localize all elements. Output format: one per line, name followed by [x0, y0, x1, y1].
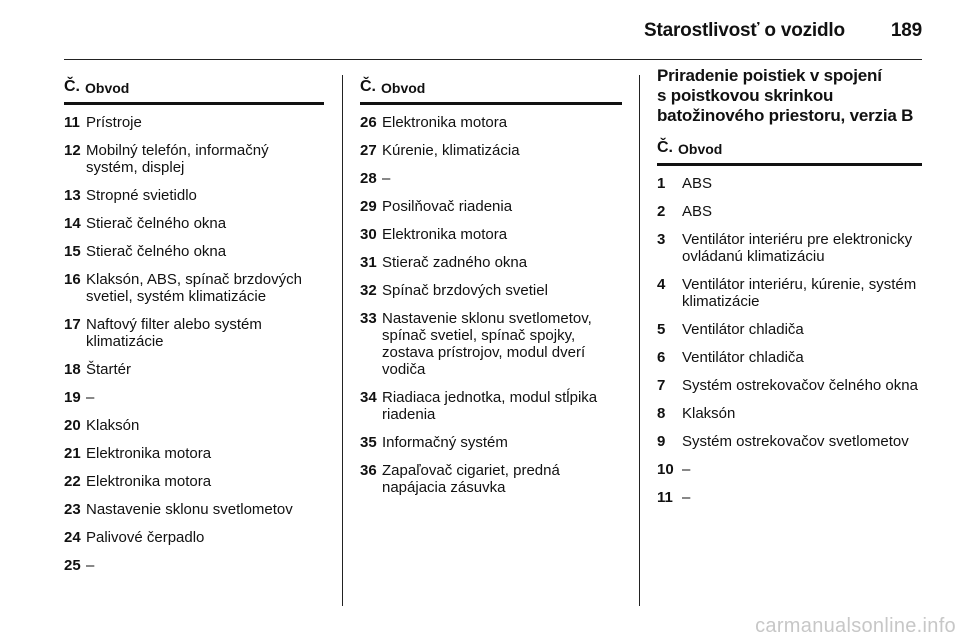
- fuse-row: [657, 276, 922, 310]
- table-header: [657, 139, 922, 166]
- circuit-column-header: Obvod: [381, 80, 426, 96]
- fuse-number: 36: [360, 462, 377, 479]
- fuse-row: [657, 231, 922, 265]
- fuse-row: [64, 215, 324, 232]
- fuse-circuit: Ventilátor chladiča: [682, 321, 804, 338]
- fuse-number: 22: [64, 473, 81, 490]
- fuse-circuit: Klaksón: [86, 417, 140, 434]
- fuse-circuit: Spínač brzdových svetiel: [382, 282, 548, 299]
- fuse-circuit: Klaksón, ABS, spínač brzdových svetiel, systém klimatizácie: [86, 271, 302, 305]
- fuse-number: 4: [657, 276, 666, 293]
- fuse-number: 35: [360, 434, 377, 451]
- fuse-circuit: –: [86, 557, 95, 574]
- fuse-circuit: Palivové čerpadlo: [86, 529, 205, 546]
- fuse-row: [657, 377, 922, 394]
- header-rule: [64, 59, 922, 60]
- fuse-number: 21: [64, 445, 81, 462]
- fuse-circuit: ABS: [682, 175, 713, 192]
- fuse-circuit: Elektronika motora: [86, 473, 212, 490]
- circuit-column-header: Obvod: [678, 141, 723, 157]
- fuse-circuit: Ventilátor chladiča: [682, 349, 804, 366]
- fuse-circuit: Stierač čelného okna: [86, 243, 227, 260]
- fuse-circuit: Zapaľovač cigariet, predná napájacia zásuvka: [382, 462, 560, 496]
- fuse-number: 12: [64, 142, 81, 159]
- fuse-number: 17: [64, 316, 81, 333]
- fuse-circuit: ABS: [682, 203, 713, 220]
- fuse-circuit: Naftový filter alebo systém klimatizácie: [86, 316, 262, 350]
- fuse-row: [360, 389, 622, 423]
- fuse-row: [64, 243, 324, 260]
- fuse-row: [360, 254, 622, 271]
- fuse-list: [657, 175, 922, 506]
- fuse-circuit: –: [86, 389, 95, 406]
- fuse-number: 11: [657, 489, 673, 506]
- fuse-number: 18: [64, 361, 81, 378]
- fuse-row: [64, 142, 324, 176]
- fuse-number: 23: [64, 501, 81, 518]
- fuse-row: [657, 321, 922, 338]
- fuse-circuit: Štartér: [86, 361, 132, 378]
- fuse-row: [360, 170, 622, 187]
- fuse-row: [360, 226, 622, 243]
- column-divider: [639, 75, 640, 606]
- fuse-circuit: Ventilátor interiéru, kúrenie, systém klimatizácie: [682, 276, 917, 310]
- fuse-row: [360, 114, 622, 131]
- fuse-number: 10: [657, 461, 674, 478]
- fuse-number: 32: [360, 282, 377, 299]
- page-title: Starostlivosť o vozidlo: [644, 20, 845, 41]
- fuse-circuit: Systém ostrekovačov čelného okna: [682, 377, 918, 394]
- fuse-row: [360, 198, 622, 215]
- page-number: 189: [890, 20, 922, 41]
- fuse-circuit: Stierač zadného okna: [382, 254, 528, 271]
- fuse-row: [64, 501, 324, 518]
- number-column-header: Č.: [64, 78, 80, 95]
- fuse-number: 8: [657, 405, 666, 422]
- fuse-row: [360, 142, 622, 159]
- fuse-number: 6: [657, 349, 666, 366]
- fuse-row: [360, 434, 622, 451]
- fuse-list: [64, 114, 324, 574]
- fuse-number: 15: [64, 243, 81, 260]
- fuse-row: [64, 417, 324, 434]
- fuse-row: [657, 461, 922, 478]
- fuse-number: 33: [360, 310, 377, 327]
- fuse-circuit: –: [382, 170, 391, 187]
- fuse-row: [657, 489, 922, 506]
- table-header: [360, 78, 622, 105]
- fuse-circuit: Nastavenie sklonu svetlometov: [86, 501, 293, 518]
- fuse-circuit: Klaksón: [682, 405, 736, 422]
- fuse-row: [657, 433, 922, 450]
- circuit-column-header: Obvod: [85, 80, 130, 96]
- fuse-table-column-1: [64, 78, 324, 585]
- fuse-number: 19: [64, 389, 81, 406]
- fuse-circuit: –: [682, 461, 691, 478]
- fuse-row: [657, 349, 922, 366]
- fuse-circuit: Elektronika motora: [382, 226, 508, 243]
- fuse-row: [64, 316, 324, 350]
- fuse-circuit: Ventilátor interiéru pre elektronicky ovládanú klimatizáciu: [682, 231, 913, 265]
- section-title-line: Priradenie poistiek v spojení: [657, 66, 882, 85]
- fuse-row: [657, 203, 922, 220]
- fuse-number: 16: [64, 271, 81, 288]
- fuse-circuit: Stierač čelného okna: [86, 215, 227, 232]
- fuse-number: 13: [64, 187, 81, 204]
- fuse-number: 26: [360, 114, 377, 131]
- fuse-row: [657, 175, 922, 192]
- fuse-circuit: Kúrenie, klimatizácia: [382, 142, 520, 159]
- fuse-circuit: Stropné svietidlo: [86, 187, 197, 204]
- fuse-number: 2: [657, 203, 666, 220]
- fuse-table-column-3: [657, 66, 922, 517]
- fuse-row: [64, 271, 324, 305]
- fuse-row: [64, 529, 324, 546]
- fuse-number: 25: [64, 557, 81, 574]
- fuse-circuit: Informačný systém: [382, 434, 508, 451]
- fuse-list: [360, 114, 622, 496]
- fuse-number: 5: [657, 321, 666, 338]
- fuse-circuit: Posilňovač riadenia: [382, 198, 513, 215]
- fuse-row: [64, 557, 324, 574]
- fuse-number: 27: [360, 142, 377, 159]
- page-header: [644, 14, 922, 48]
- fuse-number: 24: [64, 529, 81, 546]
- fuse-number: 28: [360, 170, 377, 187]
- fuse-row: [360, 310, 622, 378]
- fuse-number: 30: [360, 226, 377, 243]
- column-divider: [342, 75, 343, 606]
- fuse-circuit: Prístroje: [86, 114, 142, 131]
- fuse-number: 9: [657, 433, 666, 450]
- fuse-row: [64, 361, 324, 378]
- fuse-number: 7: [657, 377, 666, 394]
- fuse-circuit: Elektronika motora: [86, 445, 212, 462]
- number-column-header: Č.: [360, 78, 376, 95]
- fuse-circuit: –: [682, 489, 691, 506]
- fuse-row: [657, 405, 922, 422]
- section-title-line: batožinového priestoru, verzia B: [657, 106, 914, 125]
- section-title-line: s poistkovou skrinkou: [657, 86, 834, 105]
- fuse-row: [64, 114, 324, 131]
- table-header: [64, 78, 324, 105]
- fuse-row: [64, 445, 324, 462]
- fuse-circuit: Mobilný telefón, informačný systém, displej: [86, 142, 269, 176]
- section-title: [657, 66, 922, 126]
- watermark: carmanualsonline.info: [755, 615, 956, 637]
- fuse-row: [64, 389, 324, 406]
- fuse-number: 31: [360, 254, 377, 271]
- fuse-row: [360, 282, 622, 299]
- fuse-number: 20: [64, 417, 81, 434]
- fuse-circuit: Systém ostrekovačov svetlometov: [682, 433, 909, 450]
- fuse-circuit: Elektronika motora: [382, 114, 508, 131]
- fuse-number: 14: [64, 215, 81, 232]
- fuse-number: 3: [657, 231, 666, 248]
- fuse-row: [360, 462, 622, 496]
- fuse-row: [64, 187, 324, 204]
- fuse-circuit: Nastavenie sklonu svetlometov, spínač svetiel, spínač spojky, zostava prístrojov, modul dverí vodiča: [382, 310, 592, 378]
- fuse-number: 34: [360, 389, 377, 406]
- fuse-number: 29: [360, 198, 377, 215]
- fuse-circuit: Riadiaca jednotka, modul stĺpika riadenia: [382, 389, 598, 423]
- fuse-row: [64, 473, 324, 490]
- number-column-header: Č.: [657, 139, 673, 156]
- fuse-table-column-2: [360, 78, 622, 507]
- fuse-number: 11: [64, 114, 80, 131]
- fuse-number: 1: [657, 175, 666, 192]
